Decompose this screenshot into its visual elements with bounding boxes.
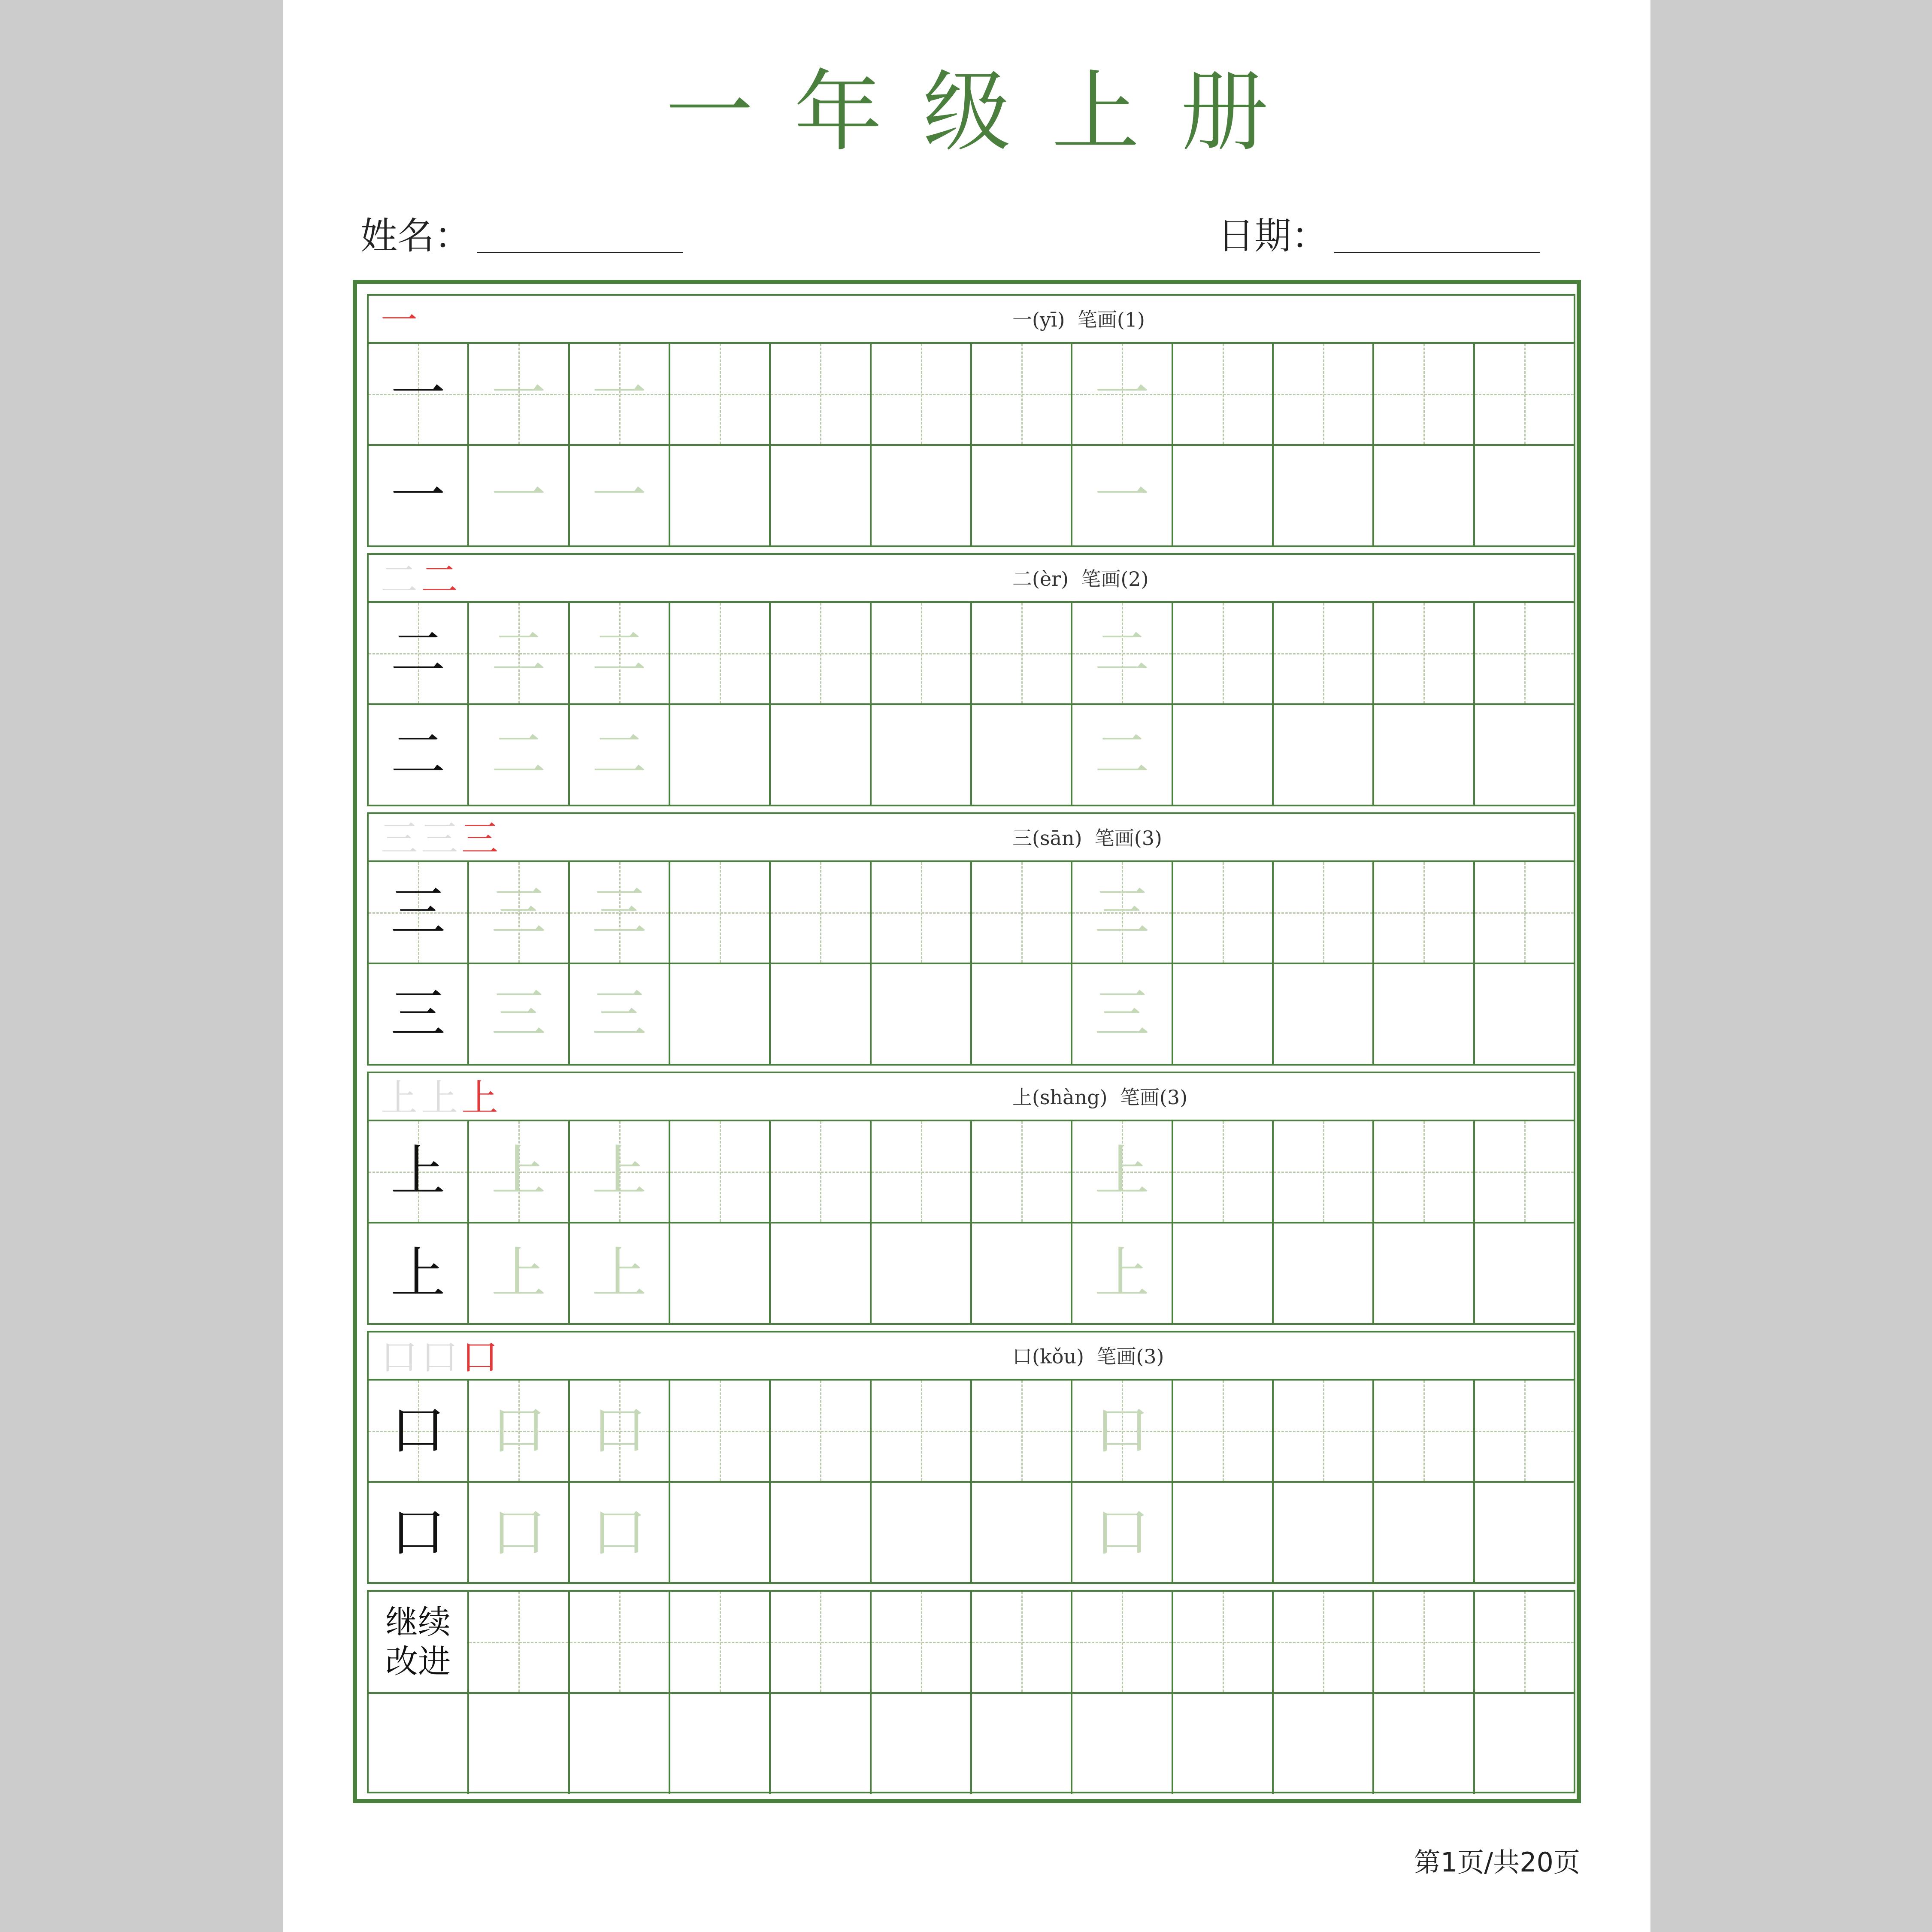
writing-cell[interactable] [870, 1483, 970, 1583]
writing-cell[interactable] [369, 964, 467, 1065]
char-header [369, 555, 1574, 603]
writing-grid [369, 603, 1574, 806]
plain-grid-row [369, 1481, 1574, 1583]
stroke-step: 上 [381, 1077, 418, 1120]
trace-char: 三 [591, 880, 647, 944]
writing-cell[interactable] [1473, 1694, 1574, 1794]
trace-char: 上 [491, 1139, 546, 1203]
writing-cell[interactable] [369, 1223, 467, 1324]
writing-cell[interactable] [467, 1483, 568, 1583]
writing-cell[interactable] [1272, 1381, 1372, 1481]
tian-grid-row [369, 344, 1574, 444]
writing-grid [369, 344, 1574, 546]
model-char: 口 [391, 1501, 446, 1565]
writing-cell[interactable] [970, 964, 1071, 1065]
trace-char: 一 [591, 464, 647, 528]
stroke-step: 上 [421, 1077, 458, 1120]
writing-cell[interactable] [467, 1223, 568, 1324]
writing-cell[interactable] [568, 603, 669, 703]
writing-cell[interactable] [669, 705, 769, 806]
writing-cell[interactable] [769, 1381, 869, 1481]
trace-char: 上 [591, 1139, 647, 1203]
writing-cell[interactable] [870, 1223, 970, 1324]
practice-frame [353, 280, 1581, 1803]
plain-grid-row [369, 1222, 1574, 1324]
char-block [367, 553, 1575, 806]
writing-cell[interactable] [1071, 603, 1171, 703]
writing-cell[interactable] [369, 1381, 467, 1481]
trace-char: 上 [1094, 1139, 1150, 1203]
tian-grid-row [369, 1381, 1574, 1481]
model-char: 上 [391, 1139, 446, 1203]
writing-cell[interactable] [1372, 603, 1473, 703]
date-label: 日期： [1217, 215, 1328, 257]
writing-cell[interactable] [568, 1121, 669, 1222]
writing-cell[interactable] [1372, 344, 1473, 444]
trace-char: 三 [591, 982, 647, 1046]
writing-cell[interactable] [1071, 1592, 1171, 1692]
trace-char: 一 [591, 362, 647, 426]
model-char: 二 [391, 723, 446, 787]
writing-cell[interactable] [870, 964, 970, 1065]
writing-cell[interactable] [568, 1483, 669, 1583]
writing-cell[interactable] [467, 862, 568, 963]
writing-cell[interactable] [769, 1694, 869, 1794]
writing-cell[interactable] [1071, 446, 1171, 546]
trace-char: 一 [491, 362, 546, 426]
stroke-step: 一 [381, 299, 418, 342]
char-block [367, 812, 1575, 1066]
writing-cell[interactable] [669, 1223, 769, 1324]
char-info: 二(èr) 笔画(2) [1012, 567, 1149, 591]
stroke-step: 三 [381, 818, 418, 860]
writing-cell[interactable] [870, 1694, 970, 1794]
stroke-order [381, 818, 498, 860]
trace-char: 口 [591, 1399, 647, 1463]
trace-char: 一 [491, 464, 546, 528]
writing-cell[interactable] [669, 1381, 769, 1481]
name-label: 姓名： [360, 215, 471, 257]
writing-cell[interactable] [669, 862, 769, 963]
tian-grid-row [369, 1121, 1574, 1222]
writing-cell[interactable] [970, 1223, 1071, 1324]
writing-cell[interactable] [1172, 705, 1272, 806]
char-header [369, 1332, 1574, 1381]
writing-cell[interactable] [970, 1483, 1071, 1583]
writing-cell[interactable] [870, 603, 970, 703]
writing-cell[interactable] [1473, 862, 1574, 963]
writing-cell[interactable] [870, 705, 970, 806]
writing-cell[interactable] [1473, 446, 1574, 546]
trace-char: 二 [491, 723, 546, 787]
writing-cell[interactable] [870, 1592, 970, 1692]
writing-cell[interactable] [769, 1223, 869, 1324]
writing-cell[interactable] [568, 344, 669, 444]
writing-cell[interactable] [1172, 1694, 1272, 1794]
char-info: 上(shàng) 笔画(3) [1012, 1086, 1188, 1109]
writing-cell[interactable] [669, 603, 769, 703]
writing-cell[interactable] [1372, 1121, 1473, 1222]
writing-cell[interactable] [1071, 1121, 1171, 1222]
writing-cell[interactable] [870, 446, 970, 546]
writing-cell[interactable] [1071, 344, 1171, 444]
writing-cell[interactable] [568, 862, 669, 963]
writing-cell[interactable] [769, 862, 869, 963]
plain-grid-row [369, 703, 1574, 806]
model-char: 三 [391, 880, 446, 944]
trace-char: 口 [491, 1399, 546, 1463]
writing-cell[interactable] [1372, 1592, 1473, 1692]
stroke-step: 二 [381, 558, 418, 601]
writing-cell[interactable] [467, 446, 568, 546]
trace-char: 二 [491, 621, 546, 685]
writing-grid [369, 1121, 1574, 1324]
writing-cell[interactable] [970, 1381, 1071, 1481]
writing-cell[interactable] [1172, 1223, 1272, 1324]
writing-cell[interactable] [1272, 862, 1372, 963]
writing-cell[interactable] [769, 603, 869, 703]
date-field [1217, 212, 1540, 260]
writing-cell[interactable] [1172, 1483, 1272, 1583]
writing-cell[interactable] [669, 446, 769, 546]
writing-cell[interactable] [369, 1592, 467, 1692]
char-info: 口(kǒu) 笔画(3) [1012, 1345, 1164, 1368]
writing-cell[interactable] [369, 1483, 467, 1583]
char-header [369, 296, 1574, 344]
writing-cell[interactable] [769, 446, 869, 546]
trace-char: 上 [591, 1242, 647, 1305]
stroke-order [381, 558, 458, 601]
writing-cell[interactable] [467, 1121, 568, 1222]
writing-cell[interactable] [568, 1694, 669, 1794]
writing-cell[interactable] [467, 1381, 568, 1481]
model-char: 一 [391, 362, 446, 426]
tian-grid-row [369, 1592, 1574, 1692]
date-blank[interactable] [1334, 212, 1540, 253]
writing-cell[interactable] [669, 964, 769, 1065]
writing-cell[interactable] [369, 603, 467, 703]
page-title: 一年级上册 [665, 61, 1309, 164]
writing-cell[interactable] [1473, 705, 1574, 806]
stroke-step: 口 [421, 1336, 458, 1379]
writing-cell[interactable] [970, 446, 1071, 546]
writing-grid [369, 1592, 1574, 1794]
writing-cell[interactable] [970, 862, 1071, 963]
tian-grid-row [369, 862, 1574, 963]
trace-char: 口 [1094, 1501, 1150, 1565]
writing-cell[interactable] [1473, 1381, 1574, 1481]
writing-cell[interactable] [1172, 964, 1272, 1065]
trace-char: 二 [591, 621, 647, 685]
plain-grid-row [369, 1692, 1574, 1794]
worksheet-page [283, 0, 1650, 1932]
page-number: 第1页/共20页 [1414, 1847, 1580, 1878]
trace-char: 一 [1094, 362, 1150, 426]
writing-cell[interactable] [970, 705, 1071, 806]
trace-char: 口 [1094, 1399, 1150, 1463]
writing-cell[interactable] [467, 705, 568, 806]
trace-char: 口 [591, 1501, 647, 1565]
char-block [367, 294, 1575, 547]
writing-cell[interactable] [669, 344, 769, 444]
writing-cell[interactable] [1473, 964, 1574, 1065]
writing-cell[interactable] [1372, 705, 1473, 806]
writing-cell[interactable] [769, 1592, 869, 1692]
trace-char: 三 [1094, 982, 1150, 1046]
model-char: 上 [391, 1242, 446, 1305]
writing-cell[interactable] [870, 1381, 970, 1481]
writing-cell[interactable] [1473, 1592, 1574, 1692]
char-info: 三(sān) 笔画(3) [1012, 827, 1162, 850]
writing-cell[interactable] [1272, 1592, 1372, 1692]
stroke-step: 口 [461, 1336, 498, 1379]
plain-grid-row [369, 444, 1574, 546]
writing-cell[interactable] [1272, 1483, 1372, 1583]
trace-char: 二 [1094, 723, 1150, 787]
writing-cell[interactable] [568, 1223, 669, 1324]
writing-grid [369, 862, 1574, 1065]
writing-cell[interactable] [1071, 1381, 1171, 1481]
continue-label: 继续 [385, 1603, 451, 1641]
writing-cell[interactable] [1272, 344, 1372, 444]
writing-cell[interactable] [769, 1483, 869, 1583]
writing-cell[interactable] [369, 1121, 467, 1222]
model-char: 二 [391, 621, 446, 685]
stroke-order [381, 1336, 498, 1379]
stroke-step: 二 [421, 558, 458, 601]
writing-cell[interactable] [1071, 1223, 1171, 1324]
writing-cell[interactable] [568, 446, 669, 546]
trace-char: 三 [1094, 880, 1150, 944]
writing-cell[interactable] [1473, 1483, 1574, 1583]
plain-grid-row [369, 963, 1574, 1065]
writing-cell[interactable] [1172, 862, 1272, 963]
writing-cell[interactable] [1372, 1223, 1473, 1324]
writing-cell[interactable] [1172, 1381, 1272, 1481]
trace-char: 三 [491, 982, 546, 1046]
writing-cell[interactable] [1272, 1694, 1372, 1794]
model-char: 三 [391, 982, 446, 1046]
writing-cell[interactable] [1473, 1223, 1574, 1324]
name-field [360, 212, 683, 260]
writing-cell[interactable] [769, 1121, 869, 1222]
writing-cell[interactable] [467, 1694, 568, 1794]
improve-label: 改进 [385, 1642, 451, 1681]
writing-cell[interactable] [1071, 1483, 1171, 1583]
writing-cell[interactable] [1071, 964, 1171, 1065]
writing-cell[interactable] [1372, 1381, 1473, 1481]
writing-cell[interactable] [970, 603, 1071, 703]
char-block [367, 1072, 1575, 1325]
writing-grid [369, 1381, 1574, 1583]
writing-cell[interactable] [1071, 1694, 1171, 1794]
writing-cell[interactable] [970, 344, 1071, 444]
writing-cell[interactable] [669, 1694, 769, 1794]
writing-cell[interactable] [1272, 1223, 1372, 1324]
char-header [369, 1073, 1574, 1121]
writing-cell[interactable] [568, 964, 669, 1065]
writing-cell[interactable] [769, 705, 869, 806]
writing-cell[interactable] [369, 862, 467, 963]
continue-block [367, 1590, 1575, 1793]
trace-char: 一 [1094, 464, 1150, 528]
writing-cell[interactable] [1172, 1121, 1272, 1222]
writing-cell[interactable] [1372, 446, 1473, 546]
name-blank[interactable] [477, 212, 683, 253]
trace-char: 口 [491, 1501, 546, 1565]
writing-cell[interactable] [870, 1121, 970, 1222]
stroke-step: 上 [461, 1077, 498, 1120]
writing-cell[interactable] [1172, 603, 1272, 703]
model-char: 口 [391, 1399, 446, 1463]
writing-cell[interactable] [669, 1592, 769, 1692]
writing-cell[interactable] [1071, 705, 1171, 806]
stroke-step: 口 [381, 1336, 418, 1379]
writing-cell[interactable] [1172, 1592, 1272, 1692]
writing-cell[interactable] [1473, 1121, 1574, 1222]
stroke-step: 三 [421, 818, 458, 860]
model-char: 一 [391, 464, 446, 528]
trace-char: 上 [1094, 1242, 1150, 1305]
writing-cell[interactable] [1071, 862, 1171, 963]
writing-cell[interactable] [1372, 1694, 1473, 1794]
writing-cell[interactable] [1272, 446, 1372, 546]
writing-cell[interactable] [369, 446, 467, 546]
writing-cell[interactable] [970, 1121, 1071, 1222]
writing-cell[interactable] [1372, 862, 1473, 963]
writing-cell[interactable] [568, 1381, 669, 1481]
writing-cell[interactable] [1372, 964, 1473, 1065]
trace-char: 上 [491, 1242, 546, 1305]
writing-cell[interactable] [970, 1694, 1071, 1794]
char-info: 一(yī) 笔画(1) [1012, 308, 1145, 331]
writing-cell[interactable] [1272, 705, 1372, 806]
writing-cell[interactable] [467, 344, 568, 444]
writing-cell[interactable] [369, 705, 467, 806]
writing-cell[interactable] [870, 862, 970, 963]
stroke-order [381, 1077, 498, 1120]
stroke-order [381, 299, 418, 342]
writing-cell[interactable] [870, 344, 970, 444]
stroke-step: 三 [461, 818, 498, 860]
writing-cell[interactable] [1272, 964, 1372, 1065]
tian-grid-row [369, 603, 1574, 703]
writing-cell[interactable] [769, 964, 869, 1065]
trace-char: 二 [1094, 621, 1150, 685]
writing-cell[interactable] [669, 1483, 769, 1583]
writing-cell[interactable] [669, 1121, 769, 1222]
writing-cell[interactable] [970, 1592, 1071, 1692]
writing-cell[interactable] [1172, 344, 1272, 444]
writing-cell[interactable] [467, 603, 568, 703]
writing-cell[interactable] [568, 1592, 669, 1692]
writing-cell[interactable] [1272, 1121, 1372, 1222]
trace-char: 三 [491, 880, 546, 944]
writing-cell[interactable] [1473, 344, 1574, 444]
writing-cell[interactable] [1372, 1483, 1473, 1583]
char-block [367, 1331, 1575, 1584]
writing-cell[interactable] [1172, 446, 1272, 546]
writing-cell[interactable] [369, 1694, 467, 1794]
trace-char: 二 [591, 723, 647, 787]
writing-cell[interactable] [369, 344, 467, 444]
char-header [369, 814, 1574, 862]
writing-cell[interactable] [1272, 603, 1372, 703]
writing-cell[interactable] [1473, 603, 1574, 703]
writing-cell[interactable] [467, 1592, 568, 1692]
writing-cell[interactable] [769, 344, 869, 444]
writing-cell[interactable] [467, 964, 568, 1065]
writing-cell[interactable] [568, 705, 669, 806]
